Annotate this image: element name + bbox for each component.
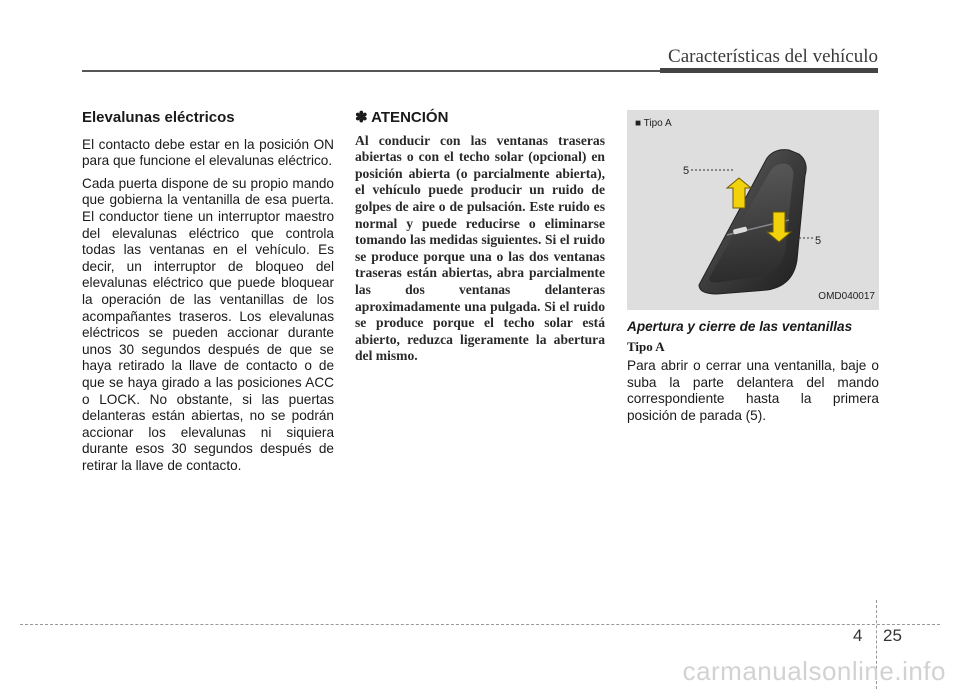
type-a-subheading: Tipo A: [627, 338, 665, 354]
power-windows-body: Cada puerta dispone de su propio mando que gobierna la ventanilla de esa puerta. El conductor tiene un interruptor maestro del elevalunas eléctrico que controla todas las ventanas en el vehículo. Es decir, un interruptor de bloqueo del elevalunas eléctrico que puede bloquear la operación de las ventanillas de los acompañantes traseros. Los elevalunas eléctricos se pueden accionar durante unos 30 segundos después de que se haya retirado la llave de contacto o de que se haya girado a las posiciones ACC o LOCK. No obstante, si las puertas delanteras están abiertas, no se podrán accionar los elevalunas ni siquiera durante esos 30 segundos después de retirar la llave de contacto.: [82, 175, 334, 473]
power-windows-heading: Elevalunas eléctricos: [82, 109, 235, 126]
chapter-number: 4: [853, 626, 863, 645]
callout-5-top: 5: [683, 165, 690, 177]
footer-dashed-rule: [20, 624, 940, 625]
window-switch-figure: [627, 110, 879, 310]
power-windows-intro: El contacto debe estar en la posición ON para que funcione el elevalunas eléctrico.: [82, 136, 334, 169]
figure-type-label: ■ Tipo A: [635, 118, 672, 129]
figure-caption: Apertura y cierre de las ventanillas: [627, 319, 853, 334]
attention-heading: ✽ ATENCIÓN: [355, 109, 449, 126]
figure-code: OMD040017: [818, 291, 875, 303]
page-number: 25: [883, 626, 902, 645]
window-switch-illustration: [627, 110, 879, 310]
header-rule: [82, 70, 660, 72]
right-column: [627, 110, 879, 425]
callout-5-bottom: 5: [815, 235, 822, 247]
header-bar: [660, 68, 878, 73]
section-title: Características del vehículo: [668, 46, 878, 67]
attention-body: Al conducir con las ventanas traseras abiertas o con el techo solar (opcional) en posición abierta (o parcialmente abierta), el vehículo puede producir un ruido de golpes de aire o de pulsación. Este ruido es normal y puede reducirse o eliminarse tomando las medidas siguientes. Si el ruido se produce porque una o las dos ventanas traseras están abiertas, abra parcialmente las dos ventanas delanteras aproximadamente una pulgada. Si el ruido se produce porque el techo solar está abierto, reduzca ligeramente la abertura del mismo.: [355, 132, 605, 364]
watermark: carmanualsonline.info: [682, 656, 946, 686]
left-column: [82, 110, 334, 474]
type-a-instructions: Para abrir o cerrar una ventanilla, baje o suba la parte delantera del mando correspondiente hasta la primera posición de parada (5).: [627, 358, 879, 423]
middle-column: [355, 110, 605, 365]
